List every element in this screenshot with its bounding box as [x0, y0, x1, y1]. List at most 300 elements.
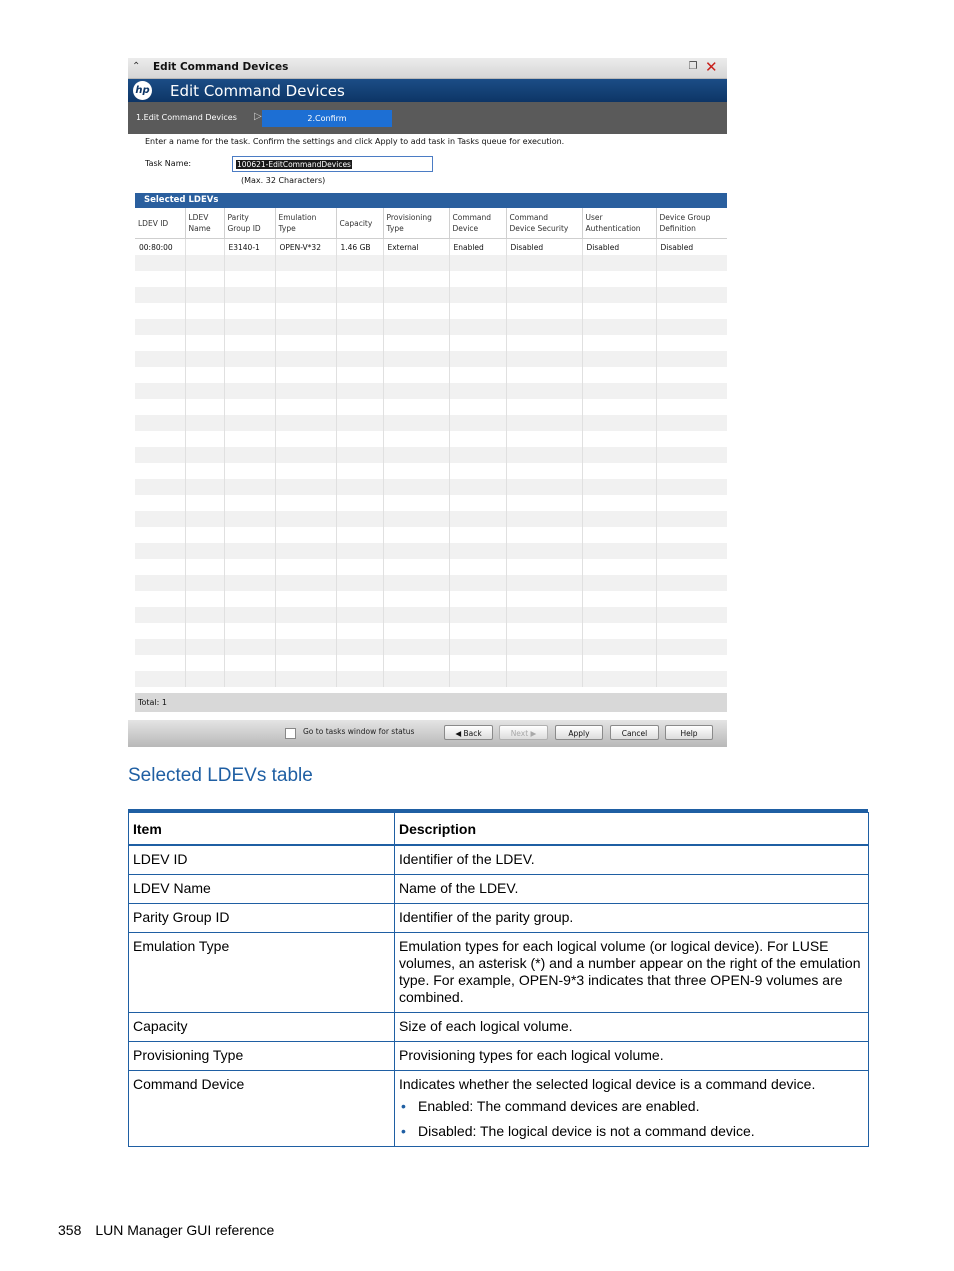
ldev-cell	[275, 655, 336, 671]
ldev-cell	[506, 655, 582, 671]
ldev-cell	[449, 463, 506, 479]
ldev-cell	[336, 367, 383, 383]
collapse-icon[interactable]: ⌃	[132, 61, 141, 72]
ldev-cell	[656, 655, 727, 671]
ldev-cell	[656, 431, 727, 447]
ldev-cell	[449, 255, 506, 271]
ldev-cell	[506, 591, 582, 607]
empty-row	[135, 623, 727, 639]
empty-row	[135, 255, 727, 271]
help-button[interactable]: Help	[665, 725, 713, 740]
step-confirm[interactable]: 2.Confirm	[262, 110, 392, 127]
ldev-cell	[383, 271, 449, 287]
step-edit-command-devices[interactable]: 1.Edit Command Devices	[136, 113, 237, 122]
page-number: 358	[58, 1222, 82, 1238]
ldev-cell	[275, 447, 336, 463]
ldev-cell	[506, 511, 582, 527]
item-cell: Parity Group ID	[129, 904, 395, 933]
table-row	[129, 1013, 869, 1042]
column-header-line1: Provisioning	[386, 213, 432, 222]
ldev-cell	[383, 447, 449, 463]
description-cell	[395, 845, 869, 875]
ldev-cell	[383, 639, 449, 655]
bullet-icon: •	[401, 1098, 406, 1114]
bullet-item	[399, 1098, 864, 1115]
ldev-cell	[506, 367, 582, 383]
ldev-cell	[336, 255, 383, 271]
description-cell	[395, 875, 869, 904]
ldev-cell	[135, 367, 185, 383]
ldev-cell	[135, 511, 185, 527]
empty-row	[135, 591, 727, 607]
ldev-cell	[449, 335, 506, 351]
ldev-cell	[135, 383, 185, 399]
ldev-cell	[135, 591, 185, 607]
empty-row	[135, 447, 727, 463]
ldev-cell	[656, 463, 727, 479]
ldev-cell	[185, 383, 224, 399]
ldev-cell	[275, 399, 336, 415]
ldev-cell	[275, 495, 336, 511]
ldev-cell	[224, 287, 275, 303]
ldev-cell	[185, 367, 224, 383]
ldev-cell	[135, 671, 185, 687]
ldev-cell	[582, 655, 656, 671]
header-description: Description	[395, 813, 869, 846]
ldev-cell	[275, 479, 336, 495]
ldev-cell	[185, 351, 224, 367]
ldev-cell	[656, 271, 727, 287]
ldev-cell	[383, 527, 449, 543]
ldev-cell	[185, 495, 224, 511]
ldev-cell	[275, 271, 336, 287]
ldev-cell	[582, 495, 656, 511]
ldev-cell	[383, 255, 449, 271]
ldev-cell	[224, 255, 275, 271]
ldev-cell: Disabled	[506, 239, 582, 256]
ldev-cell	[383, 335, 449, 351]
ldev-cell	[656, 527, 727, 543]
description-cell	[395, 904, 869, 933]
ldev-cell	[185, 255, 224, 271]
empty-row	[135, 463, 727, 479]
ldev-cell	[135, 639, 185, 655]
ldev-cell	[383, 303, 449, 319]
ldev-cell	[336, 559, 383, 575]
ldev-cell	[185, 623, 224, 639]
ldev-cell	[185, 543, 224, 559]
ldev-column-header[interactable]	[582, 208, 656, 239]
goto-tasks-checkbox[interactable]	[285, 728, 296, 739]
ldev-cell	[185, 639, 224, 655]
column-header-line1: Command	[509, 213, 549, 222]
ldev-cell	[224, 447, 275, 463]
ldev-column-header[interactable]	[656, 208, 727, 239]
ldev-cell	[224, 431, 275, 447]
ldev-column-header[interactable]	[224, 208, 275, 239]
ldev-cell	[185, 399, 224, 415]
ldev-cell	[135, 463, 185, 479]
ldev-cell	[656, 303, 727, 319]
ldev-cell	[449, 383, 506, 399]
empty-row	[135, 575, 727, 591]
ldev-cell	[582, 255, 656, 271]
ldev-cell	[336, 655, 383, 671]
ldev-cell	[336, 543, 383, 559]
ldev-cell	[449, 655, 506, 671]
ldev-cell	[135, 607, 185, 623]
ldev-cell	[656, 591, 727, 607]
ldev-cell	[449, 447, 506, 463]
ldev-cell	[336, 271, 383, 287]
total-bar	[135, 693, 727, 712]
ldev-cell	[656, 319, 727, 335]
description-text: Indicates whether the selected logical device is a command device.	[399, 1076, 816, 1092]
window-title: Edit Command Devices	[153, 61, 289, 73]
ldev-cell: 1.46 GB	[336, 239, 383, 256]
ldev-cell	[449, 303, 506, 319]
empty-row	[135, 335, 727, 351]
ldev-cell	[506, 479, 582, 495]
ldev-cell	[336, 383, 383, 399]
dialog-header	[128, 79, 727, 102]
ldev-cell	[135, 255, 185, 271]
ldev-cell	[506, 271, 582, 287]
ldev-cell	[656, 287, 727, 303]
ldev-cell	[383, 559, 449, 575]
task-name-hint: (Max. 32 Characters)	[241, 176, 326, 185]
task-name-label: Task Name:	[145, 159, 192, 168]
ldev-cell	[582, 463, 656, 479]
ldev-cell	[582, 639, 656, 655]
ldev-cell	[224, 527, 275, 543]
apply-button[interactable]: Apply	[555, 725, 603, 740]
ldev-cell	[336, 511, 383, 527]
empty-row	[135, 655, 727, 671]
dialog-title: Edit Command Devices	[170, 82, 345, 100]
ldev-table	[135, 208, 727, 687]
ldev-cell	[224, 511, 275, 527]
empty-row	[135, 303, 727, 319]
ldev-cell	[449, 479, 506, 495]
ldev-cell	[275, 415, 336, 431]
ldev-cell	[449, 319, 506, 335]
ldev-cell	[135, 559, 185, 575]
ldev-cell	[582, 543, 656, 559]
ldev-cell	[336, 527, 383, 543]
ldev-cell	[224, 319, 275, 335]
column-header-line1: Device Group	[659, 213, 711, 222]
ldev-cell	[383, 575, 449, 591]
ldev-cell	[224, 303, 275, 319]
ldev-cell	[449, 543, 506, 559]
ldev-cell	[383, 351, 449, 367]
column-header-line2: Device Security	[509, 224, 569, 233]
ldev-cell	[582, 303, 656, 319]
table-row	[129, 845, 869, 875]
ldev-column-header[interactable]	[506, 208, 582, 239]
ldev-cell	[449, 415, 506, 431]
ldev-cell	[224, 655, 275, 671]
ldev-cell	[582, 351, 656, 367]
description-text: Provisioning types for each logical volume.	[399, 1047, 664, 1063]
ldev-cell	[336, 479, 383, 495]
ldev-cell	[656, 415, 727, 431]
ldev-cell	[135, 575, 185, 591]
empty-row	[135, 495, 727, 511]
ldev-cell	[135, 447, 185, 463]
ldev-cell	[336, 335, 383, 351]
ldev-cell	[336, 591, 383, 607]
ldev-cell	[582, 367, 656, 383]
ldev-cell	[135, 415, 185, 431]
ldev-column-header[interactable]	[336, 208, 383, 239]
ldev-cell	[449, 559, 506, 575]
ldev-cell	[275, 575, 336, 591]
ldev-cell	[275, 255, 336, 271]
selected-ldevs-grid	[135, 208, 727, 692]
ldev-cell	[449, 623, 506, 639]
ldev-cell	[383, 607, 449, 623]
ldev-cell	[449, 495, 506, 511]
ldev-cell	[656, 623, 727, 639]
task-name-input[interactable]	[232, 156, 433, 172]
ldev-cell	[336, 431, 383, 447]
ldev-cell	[185, 319, 224, 335]
ldev-cell	[224, 623, 275, 639]
ldev-cell	[656, 255, 727, 271]
empty-row	[135, 271, 727, 287]
ldev-cell	[383, 399, 449, 415]
ldev-cell	[135, 543, 185, 559]
ldev-cell	[275, 559, 336, 575]
ldev-cell	[336, 287, 383, 303]
description-cell	[395, 1042, 869, 1071]
column-header-line2: Device	[452, 224, 479, 233]
bullet-text: Enabled: The command devices are enabled.	[418, 1098, 700, 1114]
ldev-cell	[506, 671, 582, 687]
ldev-cell	[224, 479, 275, 495]
restore-icon[interactable]: ❐	[688, 61, 698, 72]
ldev-cell	[449, 367, 506, 383]
empty-row	[135, 319, 727, 335]
ldev-cell	[582, 591, 656, 607]
empty-row	[135, 527, 727, 543]
ldev-cell	[224, 415, 275, 431]
ldev-cell	[185, 463, 224, 479]
ldev-cell	[224, 351, 275, 367]
ldev-cell	[582, 559, 656, 575]
footer-text: LUN Manager GUI reference	[95, 1222, 275, 1238]
column-header-line2: Definition	[659, 224, 696, 233]
ldev-column-header[interactable]	[135, 208, 185, 239]
ldev-cell	[383, 511, 449, 527]
description-text: Identifier of the parity group.	[399, 909, 574, 925]
description-text: Name of the LDEV.	[399, 880, 519, 896]
ldev-cell	[582, 607, 656, 623]
ldev-cell	[383, 479, 449, 495]
ldev-cell	[336, 575, 383, 591]
ldev-cell	[449, 591, 506, 607]
description-table	[128, 812, 869, 1147]
table-row	[129, 1042, 869, 1071]
ldev-cell	[656, 559, 727, 575]
ldev-cell	[449, 287, 506, 303]
ldev-cell	[656, 671, 727, 687]
ldev-cell	[506, 607, 582, 623]
ldev-cell	[224, 463, 275, 479]
ldev-cell	[275, 527, 336, 543]
ldev-cell: 00:80:00	[135, 239, 185, 256]
task-name-value: 100621-EditCommandDevices	[237, 160, 351, 169]
ldev-cell	[506, 495, 582, 511]
ldev-column-header[interactable]	[275, 208, 336, 239]
description-table-wrapper	[128, 809, 868, 1147]
ldev-cell	[449, 511, 506, 527]
ldev-cell	[135, 319, 185, 335]
page-footer	[58, 1222, 274, 1238]
ldev-cell	[449, 351, 506, 367]
item-cell: Capacity	[129, 1013, 395, 1042]
instruction-text: Enter a name for the task. Confirm the settings and click Apply to add task in Tasks queue for execution.	[145, 137, 565, 146]
ldev-cell	[656, 543, 727, 559]
ldev-cell	[449, 607, 506, 623]
ldev-cell	[449, 399, 506, 415]
ldev-row[interactable]	[135, 239, 727, 256]
ldev-cell	[336, 463, 383, 479]
ldev-cell: OPEN-V*32	[275, 239, 336, 256]
ldev-cell	[275, 463, 336, 479]
description-cell	[395, 1071, 869, 1147]
ldev-cell	[275, 431, 336, 447]
item-cell: Provisioning Type	[129, 1042, 395, 1071]
ldev-cell	[275, 511, 336, 527]
empty-row	[135, 351, 727, 367]
column-header-line2: Name	[188, 224, 211, 233]
ldev-cell	[336, 319, 383, 335]
ldev-cell	[506, 639, 582, 655]
hp-logo: hp	[133, 81, 152, 100]
ldev-cell	[135, 495, 185, 511]
ldev-cell: E3140-1	[224, 239, 275, 256]
ldev-cell	[185, 671, 224, 687]
description-text: Identifier of the LDEV.	[399, 851, 535, 867]
ldev-cell	[506, 559, 582, 575]
column-header-line2: Group ID	[227, 224, 261, 233]
ldev-cell	[185, 607, 224, 623]
button-bar	[128, 720, 727, 747]
ldev-cell	[336, 447, 383, 463]
item-cell: LDEV Name	[129, 875, 395, 904]
ldev-cell	[582, 671, 656, 687]
next-button[interactable]: Next ▶	[499, 725, 548, 740]
ldev-cell	[135, 351, 185, 367]
ldev-cell	[224, 559, 275, 575]
ldev-cell	[506, 543, 582, 559]
ldev-cell	[185, 303, 224, 319]
ldev-cell	[336, 607, 383, 623]
ldev-cell	[275, 335, 336, 351]
wizard-steps	[128, 102, 727, 134]
ldev-cell	[449, 671, 506, 687]
description-text: Emulation types for each logical volume (or logical device). For LUSE volumes, an asterisk (*) and a number appear on the right of the emulation type. For example, OPEN-9*3 indicates that three OPEN-9 volumes are combined.	[399, 938, 861, 1005]
column-header-line1: Capacity	[339, 218, 373, 228]
ldev-cell	[224, 591, 275, 607]
ldev-cell	[336, 671, 383, 687]
ldev-cell	[185, 431, 224, 447]
ldev-cell	[185, 559, 224, 575]
ldev-cell	[656, 335, 727, 351]
ldev-column-header[interactable]	[185, 208, 224, 239]
ldev-cell	[449, 527, 506, 543]
ldev-cell	[582, 447, 656, 463]
ldev-cell	[506, 319, 582, 335]
ldev-cell	[383, 319, 449, 335]
total-count: Total: 1	[138, 698, 168, 707]
description-cell	[395, 933, 869, 1013]
ldev-cell	[135, 623, 185, 639]
ldev-cell: Disabled	[582, 239, 656, 256]
bullet-item	[399, 1123, 864, 1140]
column-header-line1: LDEV ID	[138, 218, 169, 228]
ldev-cell	[506, 351, 582, 367]
ldev-cell	[582, 415, 656, 431]
table-row	[129, 933, 869, 1013]
ldev-cell	[582, 623, 656, 639]
empty-row	[135, 607, 727, 623]
ldev-cell	[656, 607, 727, 623]
ldev-cell	[185, 335, 224, 351]
table-row	[129, 904, 869, 933]
ldev-cell	[275, 543, 336, 559]
ldev-cell	[135, 655, 185, 671]
table-row	[129, 875, 869, 904]
back-button[interactable]: ◀ Back	[444, 725, 493, 740]
ldev-cell	[582, 399, 656, 415]
ldev-cell	[383, 463, 449, 479]
cancel-button[interactable]: Cancel	[610, 725, 659, 740]
column-header-line1: LDEV	[188, 213, 209, 222]
empty-row	[135, 287, 727, 303]
ldev-cell	[506, 303, 582, 319]
ldev-cell	[135, 431, 185, 447]
ldev-cell	[336, 639, 383, 655]
ldev-cell	[336, 303, 383, 319]
ldev-cell	[185, 271, 224, 287]
ldev-cell	[224, 271, 275, 287]
ldev-column-header[interactable]	[449, 208, 506, 239]
ldev-cell	[383, 591, 449, 607]
column-header-line2: Authentication	[585, 224, 641, 233]
ldev-cell	[656, 511, 727, 527]
description-text: Size of each logical volume.	[399, 1018, 573, 1034]
close-icon[interactable]: ✕	[705, 58, 718, 76]
ldev-cell	[336, 495, 383, 511]
ldev-cell	[224, 575, 275, 591]
ldev-column-header[interactable]	[383, 208, 449, 239]
item-cell: Command Device	[129, 1071, 395, 1147]
selected-ldevs-header	[135, 193, 727, 208]
ldev-cell	[582, 287, 656, 303]
ldev-cell	[185, 511, 224, 527]
ldev-cell	[275, 623, 336, 639]
ldev-cell	[224, 671, 275, 687]
ldev-cell	[582, 383, 656, 399]
ldev-cell	[656, 639, 727, 655]
ldev-cell	[449, 271, 506, 287]
empty-row	[135, 399, 727, 415]
empty-row	[135, 671, 727, 687]
